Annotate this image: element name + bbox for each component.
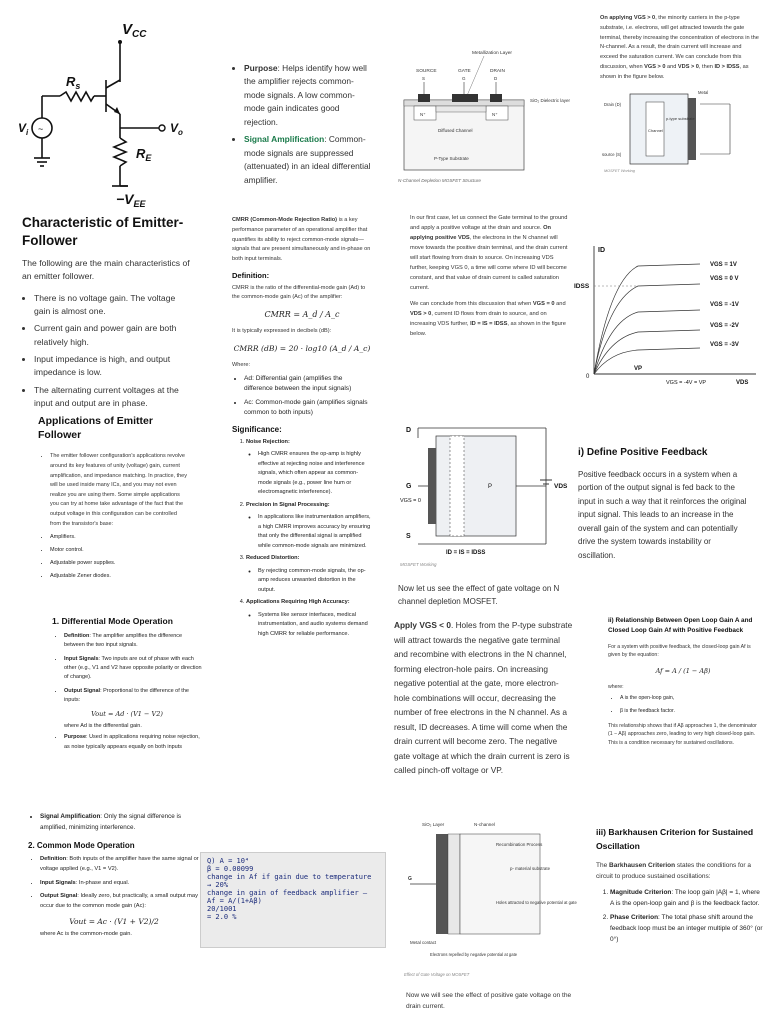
svg-text:ID = IS = IDSS: ID = IS = IDSS: [446, 550, 486, 556]
figure-caption: N-Channel Depletion MOSFET Structure: [398, 178, 481, 183]
svg-text:Metal contact: Metal contact: [410, 940, 437, 945]
source-label: SOURCE: [416, 69, 437, 74]
common-mode-item: • Input Signals: In-phase and equal.: [40, 879, 200, 889]
significance-item: 3. Reduced Distortion: ◦ By rejecting common-mode signals, the op-amp reduces unwanted distortion in the output.: [246, 554, 372, 595]
vcc-label: V: [122, 21, 133, 38]
svg-text:VDS: VDS: [554, 483, 568, 490]
significance-item: 1. Noise Rejection: ◦ High CMRR ensures the op-amp is highly effective at rejecting noise and interference signals, which often appear as common-mode signals (e.g., power line hum or electromagnetic interference).: [246, 438, 372, 498]
significance-item: 2. Precision in Signal Processing: ◦ In applications like instrumentation amplifiers, a high CMRR improves accuracy by ensuring that only the differential signal is amplified while common-mode signals are minimized.: [246, 501, 372, 552]
svg-text:Recombination Process: Recombination Process: [496, 842, 543, 847]
svg-text:N⁺: N⁺: [492, 112, 498, 117]
handwritten-line: Q) A = 10⁴: [207, 857, 250, 865]
vi-label: V: [18, 121, 27, 135]
svg-text:p- material substrate: p- material substrate: [510, 866, 551, 871]
svg-text:VGS = 0: VGS = 0: [400, 498, 421, 504]
drain-characteristics-graph: [574, 240, 760, 390]
mosfet-working-figure-2: D G S VGS = 0 P VDS ID = IS = IDSS MOSFET Working Now let us see the effect of gate voltage on N channel depletion MOSFET.: [398, 418, 576, 628]
svg-text:MOSFET Working: MOSFET Working: [400, 562, 437, 567]
emitter-follower-characteristics: Characteristic of Emitter-Follower The following are the main characteristics of an emitter follower. • There is no voltage gain. The voltage gain is almost one. • Current gain and power gain are both relatively high. • Input impedance is high, and output impedance is low. • The alternating current voltages at the input and output are in phase.: [22, 214, 192, 404]
common-mode-item: • Output Signal: Ideally zero, but practically, a small output may occur due to the common mode gain (Ac):: [40, 892, 200, 911]
cmrr-bullets: • Purpose: Helps identify how well the amplifier rejects common-mode signals. A low common-mode gain indicates good rejection. • Signal Amplification: Common-mode signals are suppressed (attenuated) in an ideal differential amplifier.: [232, 62, 372, 172]
svg-text:D: D: [494, 76, 498, 81]
depletion-mosfet-structure: [394, 40, 574, 190]
diffused-channel-label: Diffused Channel: [438, 128, 473, 133]
vgs-positive-section: On applying VGS > 0, the minority carriers in the p-type substrate, i.e. electrons, will get attracted towards the gate terminal, thereby increasing the concentration of electrons in the N-channel. As a result, the drain current will increase and exceed the saturation current. We can conclude from this discussion, when VGS > 0 and VDS > 0, then ID > IDSS, as shown in the figure below. Drain (D) Metal p-type substrate Channel source (S) MOSFET Working: [600, 14, 760, 209]
metallization-label: Metallization Layer: [472, 51, 512, 56]
svg-text:Electrons repelled by negative: Electrons repelled by negative potential at gate: [430, 952, 518, 957]
vee-label: −V: [116, 191, 134, 207]
svg-text:VGS = -1V: VGS = -1V: [710, 302, 739, 308]
svg-text:~: ~: [38, 124, 44, 134]
handwritten-line: change in gain of feedback amplifier — Af = A/(1+Aβ): [207, 889, 368, 905]
svg-text:MOSFET Working: MOSFET Working: [604, 169, 635, 174]
rs-label: R: [66, 74, 76, 89]
svg-text:D: D: [406, 427, 412, 434]
gate-label: GATE: [458, 69, 471, 74]
svg-text:Drain (D): Drain (D): [604, 102, 621, 108]
svg-text:G: G: [406, 483, 412, 490]
differential-mode-operation: 1. Differential Mode Operation • Definition: The amplifier amplifies the difference between the two input signals. • Input Signals: Two inputs are out of phase with each other (e.g., V1 and V2 have opposite polarity or direction of change). • Output Signal: Proportional to the difference of the inputs: Vout = Ad · (V1 − V2) where Ad is the differential gain. • Purpose: Used in applications requiring noise rejection, as noise typically appears equally on both inputs: [52, 616, 202, 812]
diff-mode-item: • Output Signal: Proportional to the difference of the inputs:: [64, 687, 202, 706]
sio2-label: SiO₂ Dielectric layer: [530, 98, 571, 103]
svg-text:SiO₂ Layer: SiO₂ Layer: [422, 822, 445, 827]
application-item: • Adjustable power supplies.: [50, 559, 188, 568]
open-closed-loop-relationship: ii) Relationship Between Open Loop Gain A and Closed Loop Gain Af with Positive Feedback For a system with positive feedback, the closed-loop gain Af is given by the equation: Af = A / (1 − Aβ) where: • A is the open-loop gain, • β is the feedback factor. This relationship shows that if Aβ approaches 1, the denominator (1 − Aβ) approaches zero, leading to very high closed-loop gain. This is a condition necessary for sustained oscillations.: [608, 616, 758, 816]
svg-text:0: 0: [586, 374, 590, 380]
svg-text:RE: $R_E$: [136, 146, 152, 163]
svg-text:p-type substrate: p-type substrate: [666, 116, 695, 122]
handwritten-note: [200, 852, 386, 948]
svg-text:N⁺: N⁺: [420, 112, 426, 117]
svg-text:IDSS: IDSS: [574, 283, 590, 290]
diff-mode-item: • Input Signals: Two inputs are out of phase with each other (e.g., V1 and V2 have opposite polarity or direction of change).: [64, 655, 202, 683]
gate-voltage-effect-figure: SiO₂ Layer N-channel Recombination Process p- material substrate G Holes attracted to negative potential at gate Metal contact Electrons repelled by negative potential at gate Effect of Gate Voltage on MOSFET Now we will see the effect of positive gate voltage on the drain current.: [400, 812, 580, 1024]
handwritten-line: change in Af if gain due to temperature → 20%: [207, 873, 372, 889]
variable-item: • β is the feedback factor.: [620, 707, 758, 716]
emitter-follower-applications: Applications of Emitter Follower • The emitter follower configuration's applications revolve around its key features of unity (voltage) gain, current amplification, and impedance matching. In practice, they will be used inside many ICs, and you may not even realize you are using them. Some simple applications you can try at home take advantage of the fact that the output voltage in this configuration can be controlled from the transistor's base: • Amplifiers. • Motor control. • Adjustable power supplies. • Adjustable Zener diodes.: [38, 414, 188, 614]
application-item: • Adjustable Zener diodes.: [50, 572, 188, 581]
cmrr-formula: CMRR = A_d / A_c: [264, 309, 340, 319]
cmrr-db-formula: CMRR (dB) = 20 · log10 (A_d / A_c): [233, 343, 371, 353]
diff-mode-item: • Definition: The amplifier amplifies the difference between the two input signals.: [64, 632, 202, 651]
cmrr-definition: CMRR (Common-Mode Rejection Ratio) is a key performance parameter of an operational amplifier that quantifies its ability to reject common-mode signals—signals that are present simultaneously and in-phase on both input terminals. Definition: CMRR is the ratio of the differential-mode gain (Ad) to the common-mode gain (Ac) of the amplifier: CMRR = A_d / A_c It is typically expressed in decibels (dB): CMRR (dB) = 20 · log10 (A_d / A_c) Where: • Ad: Differential gain (amplifies the difference between the input signals) • Ac: Common-mode gain (amplifies signals common to both inputs) Significance: 1. Noise Rejection: ◦ High CMRR ensures the op-amp is highly effective at rejecting noise and interference signals, which often appear as common-mode signals (e.g., power line hum or electromagnetic interference). 2. Precision in Signal Processing: ◦ In applications like instrumentation amplifiers, a high CMRR improves accuracy by ensuring that only the differential signal is amplified while common-mode signals are minimized. 3. Reduced Distortion: ◦ By rejecting common-mode signals, the op-amp reduces unwanted distortion in the output. 4. Applications Requiring High Accuracy: ◦ Systems like sensor interfaces, medical instrumentation, and audio systems demand high CMRR for reliable performance.: [232, 216, 372, 816]
svg-text:G: G: [408, 876, 412, 882]
significance-item: 4. Applications Requiring High Accuracy: ◦ Systems like sensor interfaces, medical instrumentation, and audio systems demand high CMRR for reliable performance.: [246, 598, 372, 639]
handwritten-line: 20/1001: [207, 905, 237, 913]
characteristic-item: • Current gain and power gain are both relatively high.: [34, 322, 192, 349]
criterion-item: 1. Magnitude Criterion: The loop gain |Aβ| = 1, where A is the open-loop gain and β is the feedback factor.: [610, 887, 764, 909]
svg-text:Vi: $V_i$: [18, 121, 29, 137]
p-substrate-label: P-Type Substrate: [434, 156, 469, 161]
where-item: • Ad: Differential gain (amplifies the difference between the input signals): [244, 374, 372, 394]
svg-text:source (S): source (S): [602, 152, 622, 158]
common-mode-item: • Definition: Both inputs of the amplifier have the same signal or voltage applied (e.g., V1 = V2).: [40, 855, 200, 874]
svg-text:Rs: $R_s$: [66, 74, 81, 91]
re-label: R: [136, 146, 146, 161]
svg-text:N-channel: N-channel: [474, 822, 495, 827]
svg-text:Effect of Gate Voltage on MOSF: Effect of Gate Voltage on MOSFET: [404, 972, 470, 977]
svg-text:VGS = -3V: VGS = -3V: [710, 342, 739, 348]
svg-text:VDS: VDS: [736, 380, 749, 386]
characteristic-item: • Input impedance is high, and output impedance is low.: [34, 353, 192, 380]
application-item: • Amplifiers.: [50, 533, 188, 542]
svg-text:S: S: [422, 76, 426, 81]
first-case-text: In our first case, let us connect the Gate terminal to the ground and apply a positive voltage at the drain and source. On applying positive VDS, the electrons in the N channel will move towards the positive drain terminal, and the drain current will start flowing from drain to source. On increasing VDS further, keeping VGS 0, a time will come where ID will become constant, and that value of drain current is called saturation current. We can conclude from this discussion that when VGS = 0 and VDS > 0, current ID flows from drain to source, and on increasing VDS further, ID = IS = IDSS, as shown in the figure below.: [410, 214, 570, 410]
svg-text:P: P: [488, 484, 493, 490]
mosfet-working-figure: [600, 84, 760, 174]
svg-text:VCC: $V_{CC}$: [122, 21, 147, 40]
vgs-negative-text: Apply VGS < 0. Holes from the P-type substrate will attract towards the negative gate terminal and recombine with electrons in the N channel, forming electron-hole pairs. On increasing negative potential at the gate, more electron-hole combinations will occur, decreasing the number of free electrons in the N channel. As a result, ID decreases. A time will come when the drain current will become zero. The negative gate voltage at which the drain current is zero is called pinch-off voltage or VP.: [394, 618, 574, 798]
variable-item: • A is the open-loop gain,: [620, 694, 758, 703]
signal-amplification-label: Signal Amplification: [244, 134, 325, 145]
svg-text:ID: ID: [598, 247, 605, 254]
criterion-item: 2. Phase Criterion: The total phase shift around the feedback loop must be an integer multiple of 360° (or 0°): [610, 912, 764, 945]
svg-text:Channel: Channel: [648, 128, 663, 134]
barkhausen-criterion: iii) Barkhausen Criterion for Sustained Oscillation The Barkhausen Criterion states the conditions for a circuit to produce sustained oscillations: 1. Magnitude Criterion: The loop gain |Aβ| = 1, where A is the open-loop gain and β is the feedback factor. 2. Phase Criterion: The total phase shift around the feedback loop must be an integer multiple of 360° (or 0°): [596, 826, 764, 1016]
section-title: Characteristic of Emitter-Follower: [22, 215, 184, 248]
characteristic-item: • There is no voltage gain. The voltage gain is almost one.: [34, 292, 192, 319]
svg-text:Metal: Metal: [698, 90, 709, 96]
svg-text:VGS = 0 V: VGS = 0 V: [710, 276, 739, 282]
handwritten-line: = 2.0 %: [207, 913, 237, 921]
svg-text:−VEE: $-V_{EE}$: [116, 191, 146, 209]
svg-text:Vo: $V_o$: [170, 121, 183, 137]
drain-label: DRAIN: [490, 69, 505, 74]
purpose-label: Purpose: [244, 63, 278, 73]
svg-text:VGS = -4V = VP: VGS = -4V = VP: [666, 380, 707, 386]
svg-text:S: S: [406, 533, 411, 540]
svg-text:Holes attracted to negative po: Holes attracted to negative potential at gate: [496, 900, 577, 905]
application-item: • Motor control.: [50, 546, 188, 555]
svg-text:VGS = -2V: VGS = -2V: [710, 323, 739, 329]
svg-text:VGS = 1V: VGS = 1V: [710, 262, 737, 268]
vo-label: V: [170, 121, 179, 135]
where-item: • Ac: Common-mode gain (amplifies signals common to both inputs): [244, 398, 372, 418]
common-mode-operation: • Signal Amplification: Only the signal difference is amplified, minimizing interference. 2. Common Mode Operation • Definition: Both inputs of the amplifier have the same signal or voltage applied (e.g., V1 = V2). • Input Signals: In-phase and equal. • Output Signal: Ideally zero, but practically, a small output may occur due to the common mode gain (Ac): Vout = Ac · (V1 + V2)/2 where Ac is the common-mode gain.: [28, 812, 200, 1024]
characteristic-item: • The alternating current voltages at the input and output are in phase.: [34, 384, 192, 411]
svg-text:VP: VP: [634, 366, 643, 372]
handwritten-line: β = 0.00099: [207, 865, 254, 873]
positive-feedback-definition: i) Define Positive Feedback Positive feedback occurs in a system when a portion of the output signal is fed back to the input in such a way that it reinforces the original input signal. This leads to an increase in the overall gain of the system and can potentially drive the system towards instability or oscillation.: [578, 446, 748, 576]
svg-text:G: G: [462, 76, 466, 81]
emitter-follower-circuit: [0, 0, 200, 210]
